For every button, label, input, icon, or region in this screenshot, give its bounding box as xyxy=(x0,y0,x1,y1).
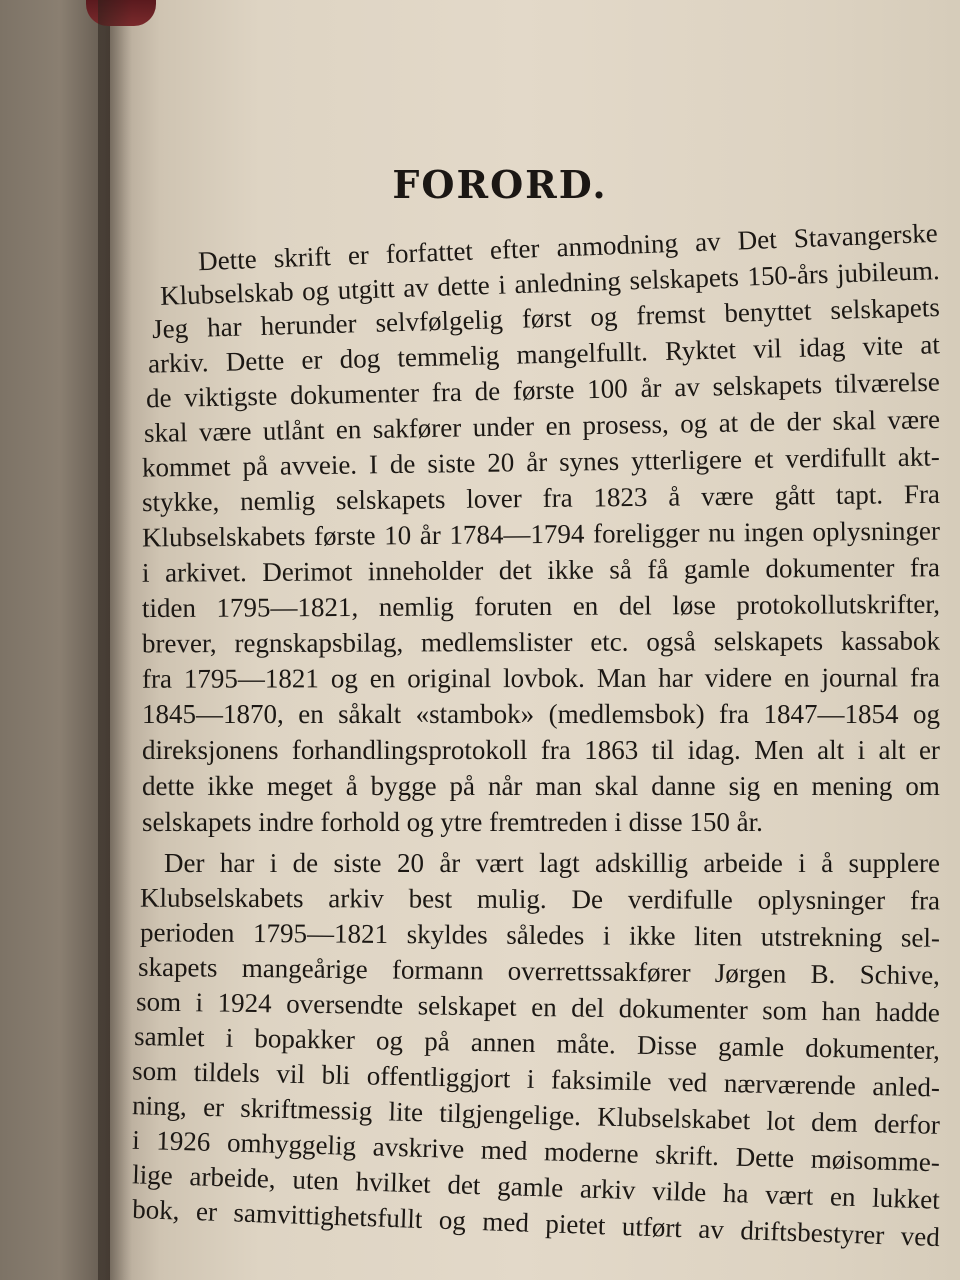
word: medlemslister xyxy=(420,626,573,658)
word: har xyxy=(219,848,255,878)
word: gamle xyxy=(496,1170,564,1203)
word: omhyggelig xyxy=(226,1127,357,1161)
word: tiden xyxy=(141,592,197,624)
text-line xyxy=(164,848,940,882)
word: er xyxy=(918,735,940,765)
word: en xyxy=(335,414,362,445)
word: i xyxy=(602,920,611,951)
word: direksjonens xyxy=(142,735,279,765)
word: og xyxy=(375,1025,404,1056)
word: dokumenter, xyxy=(805,1032,941,1066)
word: fra xyxy=(141,663,172,694)
word: første xyxy=(313,520,376,551)
word: B. xyxy=(810,958,836,990)
word: efter xyxy=(489,233,540,265)
word: ikke xyxy=(547,554,594,585)
word: 10 xyxy=(384,520,412,551)
word: vil xyxy=(276,1058,306,1090)
word: dette xyxy=(436,270,491,302)
word: Dette xyxy=(225,345,285,377)
word: ytterligere xyxy=(630,444,743,476)
word: lite xyxy=(388,1096,424,1128)
word: en xyxy=(773,771,799,801)
word: pietet xyxy=(544,1208,606,1241)
word: man xyxy=(535,771,582,801)
word: tilværelse xyxy=(834,366,941,399)
word: driftsbestyrer xyxy=(739,1215,885,1251)
word: er xyxy=(195,1196,218,1227)
word: Man xyxy=(596,662,647,693)
word: utstrekning xyxy=(760,921,883,953)
word: etc. xyxy=(590,626,629,657)
text-line xyxy=(142,735,940,769)
word: skriftmessig xyxy=(240,1092,373,1126)
word: lagt xyxy=(539,848,580,878)
word: i xyxy=(131,1124,141,1155)
word: lige xyxy=(131,1159,174,1191)
text-line-content: selskapets indre forhold og ytre fremtreden i disse 150 år. xyxy=(142,807,763,837)
word: år xyxy=(419,519,441,551)
word: arbeide, xyxy=(189,1161,277,1194)
word: Ryktet xyxy=(664,334,737,367)
word: skal xyxy=(594,771,639,801)
word: oversendte xyxy=(286,988,404,1021)
word: løse xyxy=(672,590,716,621)
word: på xyxy=(449,771,476,801)
word: ved xyxy=(900,1220,941,1253)
word: sig xyxy=(728,771,761,801)
word: danne xyxy=(651,771,716,801)
word: gamle xyxy=(717,1031,785,1063)
text-line xyxy=(142,771,940,805)
word: kommet xyxy=(141,451,231,483)
word: selskapets xyxy=(628,261,740,296)
word: meget xyxy=(266,771,333,801)
word: fra xyxy=(431,376,463,408)
text-line xyxy=(142,699,940,733)
word: Fra xyxy=(903,478,941,510)
word: i xyxy=(269,848,278,878)
word: være xyxy=(701,480,754,512)
word: Klubselskabet xyxy=(596,1101,751,1136)
word: være xyxy=(887,404,941,435)
text-line xyxy=(142,662,940,697)
word: selvfølgelig xyxy=(375,304,504,338)
word: best xyxy=(408,883,453,914)
text-line xyxy=(142,479,940,521)
word: og xyxy=(438,1204,467,1236)
word: akt- xyxy=(897,441,940,473)
word: foruten xyxy=(474,590,553,622)
word: få xyxy=(647,554,669,585)
word: Stavangerske xyxy=(793,217,939,254)
word: annen xyxy=(470,1026,536,1058)
word: dette xyxy=(142,771,195,801)
word: som xyxy=(131,1055,178,1087)
word: dokumenter xyxy=(289,377,420,411)
word: å xyxy=(345,771,358,801)
word: bok, xyxy=(131,1193,181,1226)
word: videre xyxy=(704,662,773,693)
word: benyttet xyxy=(723,295,812,329)
word: 20 xyxy=(396,848,424,878)
word: idag xyxy=(798,331,846,363)
word: avskrive xyxy=(372,1131,465,1164)
word: arkivet. xyxy=(164,557,247,588)
word: avveie. xyxy=(279,449,358,481)
word: av xyxy=(673,371,701,403)
word: år xyxy=(439,848,461,878)
word: Disse xyxy=(636,1029,698,1061)
word: anmodning xyxy=(555,227,679,263)
word: har xyxy=(658,662,693,693)
word: idag. xyxy=(687,735,741,765)
word: viktigste xyxy=(184,380,278,413)
word: I xyxy=(368,449,379,480)
word: brever, xyxy=(141,628,217,659)
word: også xyxy=(646,626,696,657)
word: når xyxy=(487,771,523,801)
text-line xyxy=(142,626,940,663)
word: i xyxy=(141,557,150,588)
text-line xyxy=(140,883,940,920)
word: bli xyxy=(321,1059,351,1091)
word: skrift xyxy=(273,241,332,274)
word: ha xyxy=(722,1177,749,1209)
word: lover xyxy=(466,483,522,514)
word: av xyxy=(697,1213,725,1245)
word: 1845—1870, xyxy=(142,699,284,729)
word: 1924 xyxy=(217,987,272,1019)
word: Men xyxy=(754,735,804,765)
word: og xyxy=(301,275,330,307)
word: selskapet xyxy=(417,990,517,1022)
word: selskapets xyxy=(335,484,446,516)
word: perioden xyxy=(139,917,235,948)
word: anledning xyxy=(513,265,622,300)
word: og xyxy=(330,663,358,694)
left-page-edge xyxy=(0,0,110,1280)
word: jubileum. xyxy=(836,255,941,289)
word: i xyxy=(798,848,806,878)
word: tapt. xyxy=(835,479,884,510)
word: tildels xyxy=(193,1056,261,1089)
word: og xyxy=(912,699,940,729)
word: en xyxy=(369,663,396,694)
word: og xyxy=(590,301,618,332)
word: dog xyxy=(339,343,381,374)
word: gamle xyxy=(683,553,750,585)
word: Jeg xyxy=(151,313,189,344)
word: av xyxy=(402,272,430,303)
word: skal xyxy=(832,405,877,436)
word: være xyxy=(198,416,252,447)
word: arbeide xyxy=(703,848,783,878)
word: utgitt xyxy=(337,273,396,306)
word: 1795—1821 xyxy=(183,663,319,694)
word: fra xyxy=(909,885,941,916)
word: «stambok» xyxy=(415,699,535,729)
word: bygge xyxy=(370,771,437,801)
word: på xyxy=(424,1026,451,1057)
word: ikke xyxy=(628,920,676,951)
text-line xyxy=(142,516,940,557)
word: på xyxy=(242,450,269,482)
word: et xyxy=(753,443,774,475)
word: Derimot xyxy=(262,556,353,587)
word: samlet xyxy=(133,1020,205,1053)
word: dem xyxy=(810,1106,859,1138)
word: inneholder xyxy=(367,555,484,587)
word: anled- xyxy=(872,1071,941,1103)
word: de xyxy=(292,848,319,878)
word: utført xyxy=(621,1211,683,1244)
word: de xyxy=(145,382,172,414)
word: verdifulle xyxy=(627,884,733,915)
word: del xyxy=(618,590,652,621)
word: fra xyxy=(540,735,571,765)
text-line xyxy=(142,552,940,592)
word: nemlig xyxy=(378,591,454,622)
word: fra xyxy=(719,699,749,729)
page-heading: FORORD. xyxy=(392,162,608,207)
word: måte. xyxy=(556,1028,617,1060)
word: møisomme- xyxy=(810,1143,941,1178)
word: en xyxy=(298,699,324,729)
word: hadde xyxy=(875,996,941,1028)
word: fremst xyxy=(636,298,706,331)
word: faksimile xyxy=(550,1064,652,1097)
word: i xyxy=(526,1063,535,1094)
word: som xyxy=(135,986,182,1018)
word: en xyxy=(784,662,810,693)
word: uten xyxy=(292,1164,340,1196)
word: forfattet xyxy=(385,235,474,269)
word: således xyxy=(506,919,585,951)
word: overrettssakfører xyxy=(507,955,691,988)
word: vil xyxy=(752,333,782,364)
word: selskapets xyxy=(829,292,941,326)
word: Dette xyxy=(197,243,258,277)
word: De xyxy=(571,884,604,915)
word: en xyxy=(545,410,572,441)
word: foreligger xyxy=(592,517,700,549)
word: oplysninger xyxy=(812,515,941,547)
word: nærværende xyxy=(723,1067,857,1101)
word: tilgjengelige. xyxy=(438,1097,582,1132)
word: arkiv. xyxy=(147,347,209,379)
word: mangeårige xyxy=(241,952,368,985)
word: siste xyxy=(333,848,382,878)
word: skal xyxy=(143,417,188,448)
word: det xyxy=(498,555,532,586)
word: vært xyxy=(475,848,524,878)
word: første xyxy=(512,374,575,406)
word: original xyxy=(407,663,492,694)
word: fra xyxy=(909,662,940,693)
word: Der xyxy=(164,848,205,878)
text-line xyxy=(142,589,940,627)
word: såkalt xyxy=(338,699,402,729)
word: vilde xyxy=(651,1175,707,1208)
word: hvilket xyxy=(355,1166,432,1199)
word: alt xyxy=(878,735,906,765)
word: dokumenter xyxy=(618,993,748,1025)
word: en xyxy=(829,1181,857,1213)
word: forhandlingsprotokoll xyxy=(291,735,528,765)
word: arkiv xyxy=(328,883,384,914)
text-line xyxy=(140,917,940,957)
word: med xyxy=(480,1134,528,1166)
word: år xyxy=(526,446,548,478)
word: Dette xyxy=(735,1141,795,1174)
word: Det xyxy=(737,223,778,256)
word: de xyxy=(474,375,501,407)
word: prosess, xyxy=(582,408,670,441)
word: som xyxy=(762,995,808,1026)
word: (medlemsbok) xyxy=(548,699,705,729)
word: 1847—1854 xyxy=(763,699,899,729)
word: 100 xyxy=(586,373,629,405)
word: de xyxy=(749,406,776,438)
word: adskillig xyxy=(595,848,688,878)
word: offentliggjort xyxy=(366,1060,511,1094)
word: samvittighetsfullt xyxy=(233,1197,423,1235)
word: de xyxy=(389,448,416,480)
word: 1795—1821, xyxy=(216,591,359,623)
word: i xyxy=(195,987,204,1018)
word: i xyxy=(497,269,507,300)
word: siste xyxy=(427,447,476,479)
word: moderne xyxy=(543,1136,639,1169)
right-page xyxy=(120,0,960,1280)
word: at xyxy=(919,329,941,360)
word: er xyxy=(347,239,370,271)
word: selskapets xyxy=(712,369,823,402)
word: en xyxy=(531,991,557,1023)
word: og xyxy=(679,408,708,439)
word: under xyxy=(472,411,535,443)
word: liten xyxy=(694,921,743,952)
word: ved xyxy=(667,1066,708,1098)
word: en xyxy=(572,590,599,621)
word: journal xyxy=(821,662,899,693)
word: med xyxy=(481,1206,530,1238)
word: lot xyxy=(766,1105,796,1137)
word: nu xyxy=(708,517,736,548)
word: stykke, xyxy=(141,486,220,518)
word: 1784—1794 xyxy=(449,518,585,550)
word: bopakker xyxy=(254,1023,356,1055)
word: fra xyxy=(542,482,573,513)
word: skapets xyxy=(137,951,218,983)
word: alt xyxy=(817,735,845,765)
word: selskapets xyxy=(713,626,824,657)
word: sakfører xyxy=(372,412,462,444)
word: vært xyxy=(764,1179,814,1211)
word: han xyxy=(821,995,862,1027)
word: Jørgen xyxy=(714,957,787,989)
word: temmelig xyxy=(397,340,500,373)
word: vite xyxy=(862,330,904,362)
word: så xyxy=(609,554,632,585)
word: ning, xyxy=(131,1090,188,1122)
word: der xyxy=(786,406,822,437)
word: supplere xyxy=(848,848,940,878)
text-line xyxy=(142,807,940,841)
word: har xyxy=(206,311,242,343)
word: i xyxy=(225,1022,234,1053)
word: i xyxy=(857,735,866,765)
word: derfor xyxy=(873,1108,941,1140)
word: år xyxy=(640,372,662,403)
word: 1795—1821 xyxy=(253,917,389,949)
word: Klubselskab xyxy=(159,276,295,311)
word: det xyxy=(447,1169,481,1201)
word: Klubselskabets xyxy=(139,882,304,914)
word: av xyxy=(694,226,722,258)
word: 150-års xyxy=(746,258,829,292)
word: synes xyxy=(558,445,620,477)
word: mulig. xyxy=(476,883,547,915)
word: 1863 xyxy=(584,735,639,765)
word: er xyxy=(301,344,323,375)
word: herunder xyxy=(260,308,357,341)
word: lovbok. xyxy=(503,662,585,694)
word: er xyxy=(202,1091,225,1123)
word: kassabok xyxy=(840,625,941,656)
word: først xyxy=(521,302,572,334)
word: nemlig xyxy=(239,485,316,517)
word: gått xyxy=(774,480,816,511)
word: oplysninger xyxy=(757,884,886,916)
word: at xyxy=(718,407,739,438)
word: 1926 xyxy=(156,1125,211,1157)
word: Klubselskabets xyxy=(141,521,306,553)
word: Schive, xyxy=(859,959,941,991)
word: 1823 xyxy=(593,481,648,513)
word: arkiv xyxy=(579,1173,636,1206)
word: lukket xyxy=(871,1182,941,1215)
word: verdifullt xyxy=(785,442,887,474)
word: å xyxy=(821,848,834,878)
word: ikke xyxy=(207,771,254,801)
word: om xyxy=(905,771,940,801)
word: 20 xyxy=(487,447,515,478)
word: utlånt xyxy=(262,414,325,446)
word: skrift. xyxy=(654,1139,720,1172)
word: å xyxy=(668,481,681,512)
word: del xyxy=(571,992,605,1023)
word: mening xyxy=(811,771,893,801)
word: protokollutskrifter, xyxy=(736,588,941,620)
word: skyldes xyxy=(406,919,488,950)
word: sel- xyxy=(900,922,941,953)
word: mangelfullt. xyxy=(516,336,649,370)
word: fra xyxy=(909,552,940,583)
word: regnskapsbilag, xyxy=(234,627,404,659)
word: ingen xyxy=(743,516,804,548)
word: dokumenter xyxy=(765,552,895,584)
word: formann xyxy=(391,954,484,986)
word: til xyxy=(651,735,675,765)
